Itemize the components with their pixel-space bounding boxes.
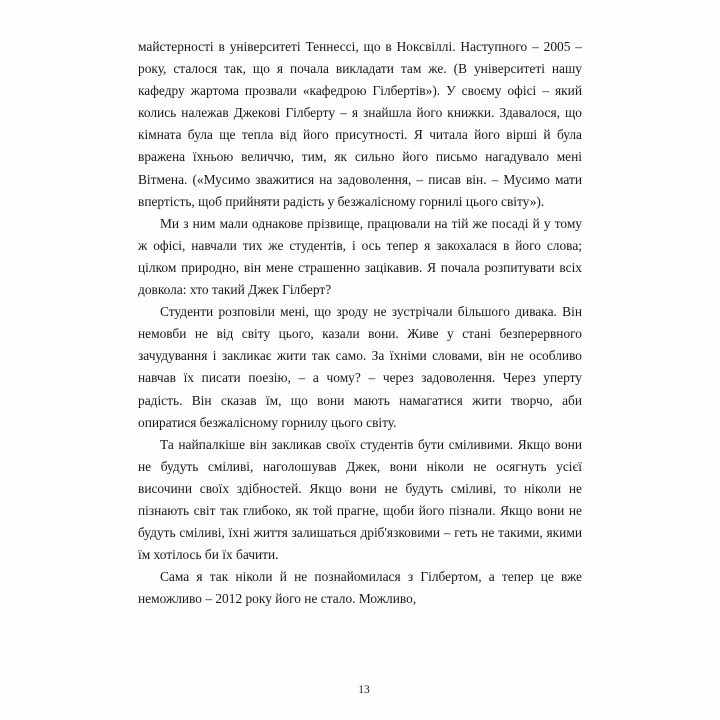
paragraph: Сама я так ніколи й не познайомилася з Гілбертом, а тепер це вже неможливо – 2012 року його не стало. Можливо, — [138, 569, 582, 607]
paragraph: Студенти розповіли мені, що зроду не зустрічали більшого дивака. Він немовби не від світу цього, казали вони. Живе у стані безперервного зачудування і закликає жити так само. За їхніми словами, він не особливо навчав їх писати поезію, – а чому? – через задоволення. Через уперту радість. Він сказав їм, що вони мають намагатися жити творчо, аби опиратися безжалісному горнилу цього світу. — [138, 304, 582, 430]
paragraph: майстерності в університеті Теннессі, що в Ноксвіллі. Наступного – 2005 – року, сталося так, що я почала викладати там же. (В університеті нашу кафедру жартома прозвали «кафедрою Гілбертів»). У своєму офісі – який колись належав Джекові Гілберту – я знайшла його книжки. Здавалося, що кімната була ще тепла від його присутності. Я читала його вірші й була вражена їхньою величчю, тим, як сильно його письмо нагадувало мені Вітмена. («Мусимо зважитися на задоволення, – писав він. – Мусимо мати впертість, щоб прийняти радість у безжалісному горнилі цього світу»). — [138, 39, 582, 209]
body-text-column — [138, 36, 582, 610]
paragraph: Та найпалкіше він закликав своїх студентів бути сміливими. Якщо вони не будуть сміливі, наголошував Джек, вони ніколи не осягнуть усієї височини своїх здібностей. Якщо вони не будуть сміливі, то ніколи не пізнають світ так глибоко, як той прагне, щоби його пізнали. Якщо вони не будуть сміливі, їхні життя залишаться дріб'язковими – геть не такими, якими їм хотілось би їх бачити. — [138, 436, 582, 563]
page-number — [0, 684, 720, 696]
page-number-value: 13 — [358, 684, 370, 696]
paragraph: Ми з ним мали однакове прізвище, працювали на тій же посаді й у тому ж офісі, навчали тих же студентів, і ось тепер я закохалася в його слова; цілком природно, він мене страшенно зацікавив. Я почала розпитувати всіх довкола: хто такий Джек Гілберт? — [138, 215, 582, 298]
